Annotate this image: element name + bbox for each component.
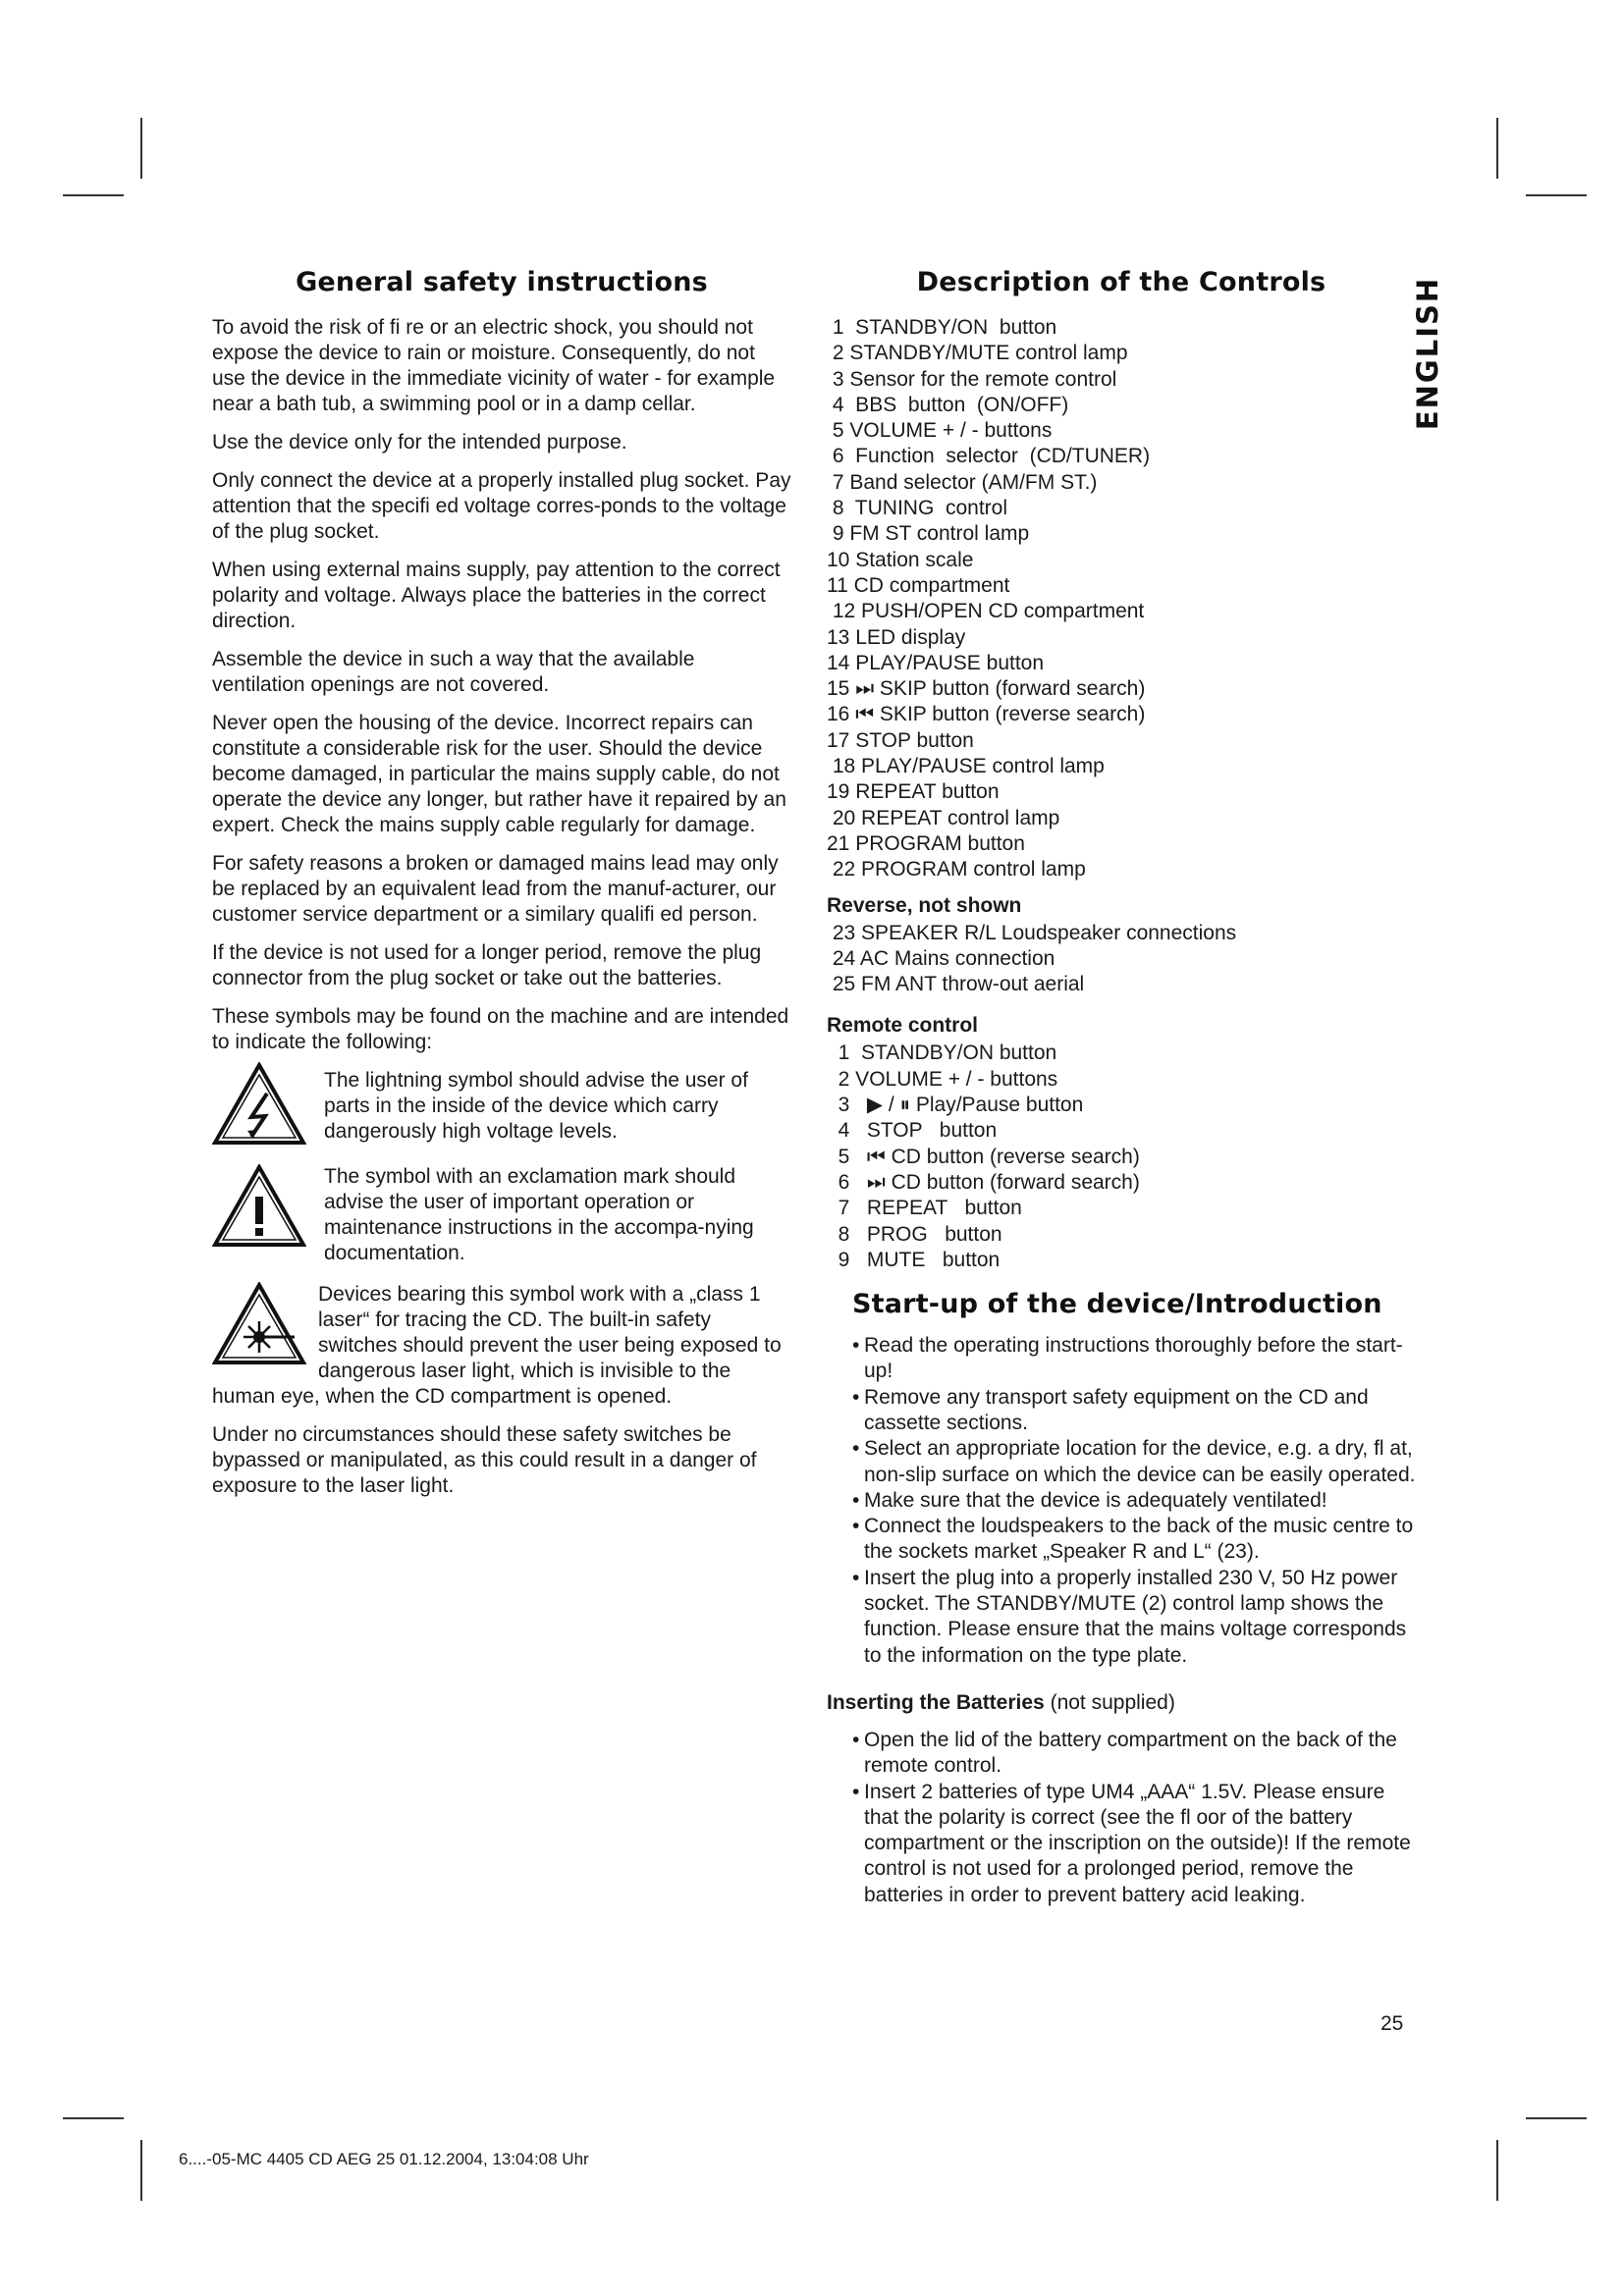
laser-warning-icon (212, 1282, 306, 1366)
list-item: 23 SPEAKER R/L Loudspeaker connections (827, 921, 1237, 944)
safety-paragraph: These symbols may be found on the machine and are intended to indicate the following: (212, 1005, 789, 1053)
list-item: 10 Station scale (827, 548, 974, 571)
safety-closing: Under no circumstances should these safety switches be bypassed or manipulated, as this could result in a danger of exposure to the laser light. (212, 1423, 757, 1497)
crop-mark (140, 118, 142, 179)
list-item: 2 STANDBY/MUTE control lamp (827, 342, 1128, 365)
list-item: 3 Sensor for the remote control (827, 367, 1117, 391)
exclamation-description: The symbol with an exclamation mark should advise the user of important operation or maintenance instructions in the accompa-nying documentation. (324, 1165, 754, 1264)
list-item: 3 ▶ / ⏸ Play/Pause button (827, 1094, 1084, 1117)
crop-mark (63, 2117, 124, 2119)
list-item: 4 STOP button (827, 1119, 998, 1143)
remote-heading: Remote control (827, 1014, 979, 1038)
startup-title: Start-up of the device/Introduction (852, 1289, 1382, 1320)
list-item: 22 PROGRAM control lamp (827, 858, 1086, 881)
list-item: • Open the lid of the battery compartment on the back of the remote control. (852, 1728, 1397, 1778)
list-item: 25 FM ANT throw-out aerial (827, 973, 1085, 996)
controls-title: Description of the Controls (916, 267, 1326, 297)
list-item: 7 REPEAT button (827, 1197, 1022, 1220)
lightning-symbol-row (212, 1068, 791, 1152)
language-tab: ENGLISH (1411, 276, 1444, 431)
laser-description: Devices bearing this symbol work with a „class 1 laser“ for tracing the CD. The built-in safety switches should prevent the user being exposed to dangerous laser light, which is invisible to the human eye, when the CD compartment is opened. (212, 1283, 782, 1408)
list-item: 1 STANDBY/ON button (827, 1041, 1057, 1065)
lightning-warning-icon (212, 1062, 306, 1147)
list-item: 19 REPEAT button (827, 780, 1000, 804)
safety-paragraph: Never open the housing of the device. Incorrect repairs can constitute a considerable risk for the user. Should the device become damaged, in particular the mains supply cable, do not operate the device any longer, but rather have it repaired by an expert. Check the mains supply cable regularly for damage. (212, 712, 786, 836)
safety-paragraph: Use the device only for the intended purpose. (212, 431, 627, 454)
controls-column (827, 267, 1416, 1908)
list-item: • Connect the loudspeakers to the back of the music centre to the sockets market „Speaker R and L“ (23). (852, 1515, 1414, 1564)
safety-title: General safety instructions (296, 267, 708, 297)
controls-list (827, 315, 1416, 883)
lightning-description: The lightning symbol should advise the user of parts in the inside of the device which carry dangerously high voltage levels. (324, 1069, 748, 1143)
exclamation-symbol-row (212, 1164, 791, 1272)
list-item: 17 STOP button (827, 728, 974, 752)
batteries-list (827, 1728, 1416, 1908)
list-item: 6 ⏭ CD button (forward search) (827, 1170, 1140, 1194)
list-item: 8 PROG button (827, 1222, 1002, 1246)
list-item: 2 VOLUME + / - buttons (827, 1067, 1058, 1091)
list-item: 5 ⏮ CD button (reverse search) (827, 1145, 1140, 1168)
list-item: 18 PLAY/PAUSE control lamp (827, 755, 1105, 778)
list-item: 13 LED display (827, 625, 966, 649)
remote-list (827, 1041, 1416, 1273)
exclamation-warning-icon (212, 1164, 306, 1249)
list-item: 21 PROGRAM button (827, 831, 1025, 855)
list-item: 14 PLAY/PAUSE button (827, 651, 1045, 674)
list-item: 1 STANDBY/ON button (827, 316, 1057, 339)
safety-paragraph: Assemble the device in such a way that the available ventilation openings are not covered. (212, 648, 695, 696)
list-item: 8 TUNING control (827, 497, 1007, 520)
batteries-heading: Inserting the Batteries (not supplied) (827, 1690, 1175, 1714)
list-item: 9 MUTE button (827, 1248, 1001, 1271)
list-item: 12 PUSH/OPEN CD compartment (827, 600, 1145, 623)
list-item: • Read the operating instructions thoroughly before the start-up! (852, 1334, 1403, 1383)
crop-mark (1496, 2140, 1498, 2201)
reverse-heading: Reverse, not shown (827, 893, 1022, 917)
safety-paragraph: If the device is not used for a longer period, remove the plug connector from the plug socket or take out the batteries. (212, 941, 762, 989)
crop-mark (63, 194, 124, 196)
crop-mark (1526, 2117, 1587, 2119)
list-item: 24 AC Mains connection (827, 946, 1056, 970)
list-item: 16 ⏮ SKIP button (reverse search) (827, 703, 1146, 726)
list-item: 15 ⏭ SKIP button (forward search) (827, 677, 1146, 701)
page-number: 25 (1380, 2012, 1404, 2035)
safety-paragraph: For safety reasons a broken or damaged mains lead may only be replaced by an equivalent lead from the manuf-acturer, our customer service department or a similary qualifi ed person. (212, 852, 779, 926)
list-item: 7 Band selector (AM/FM ST.) (827, 470, 1098, 494)
safety-paragraph: When using external mains supply, pay attention to the correct polarity and voltage. Always place the batteries in the correct direction. (212, 559, 781, 632)
laser-symbol-row (212, 1282, 791, 1410)
list-item: • Insert 2 batteries of type UM4 „AAA“ 1.5V. Please ensure that the polarity is correct (see the fl oor of the battery compartment or the inscription on the outside)! If the remote control is not used for a prolonged period, remove the batteries in order to prevent battery acid leaking. (852, 1780, 1411, 1906)
list-item: 5 VOLUME + / - buttons (827, 419, 1053, 443)
reverse-list (827, 921, 1416, 998)
safety-paragraph: To avoid the risk of fi re or an electric shock, you should not expose the device to rain or moisture. Consequently, do not use the device in the immediate vicinity of water - for example near a bath tub, a swimming pool or in a damp cellar. (212, 316, 776, 415)
crop-mark (1526, 194, 1587, 196)
safety-column (212, 267, 791, 1512)
list-item: • Select an appropriate location for the device, e.g. a dry, fl at, non-slip surface on which the device can be easily operated. (852, 1437, 1416, 1486)
list-item: • Make sure that the device is adequately ventilated! (852, 1488, 1327, 1512)
list-item: 6 Function selector (CD/TUNER) (827, 445, 1151, 468)
crop-mark (1496, 118, 1498, 179)
print-footer: 6....-05-MC 4405 CD AEG 25 01.12.2004, 13:04:08 Uhr (179, 2150, 589, 2168)
list-item: 11 CD compartment (827, 573, 1010, 597)
list-item: 4 BBS button (ON/OFF) (827, 393, 1069, 416)
list-item: • Insert the plug into a properly installed 230 V, 50 Hz power socket. The STANDBY/MUTE (2) control lamp shows the function. Please ensure that the mains voltage corresponds to the information on the type plate. (852, 1566, 1407, 1667)
safety-paragraph: Only connect the device at a properly installed plug socket. Pay attention that the specifi ed voltage corres-ponds to the voltage of the plug socket. (212, 469, 791, 543)
list-item: 9 FM ST control lamp (827, 522, 1030, 546)
list-item: 20 REPEAT control lamp (827, 806, 1060, 829)
list-item: • Remove any transport safety equipment on the CD and cassette sections. (852, 1385, 1369, 1434)
crop-mark (140, 2140, 142, 2201)
startup-list (827, 1333, 1416, 1669)
